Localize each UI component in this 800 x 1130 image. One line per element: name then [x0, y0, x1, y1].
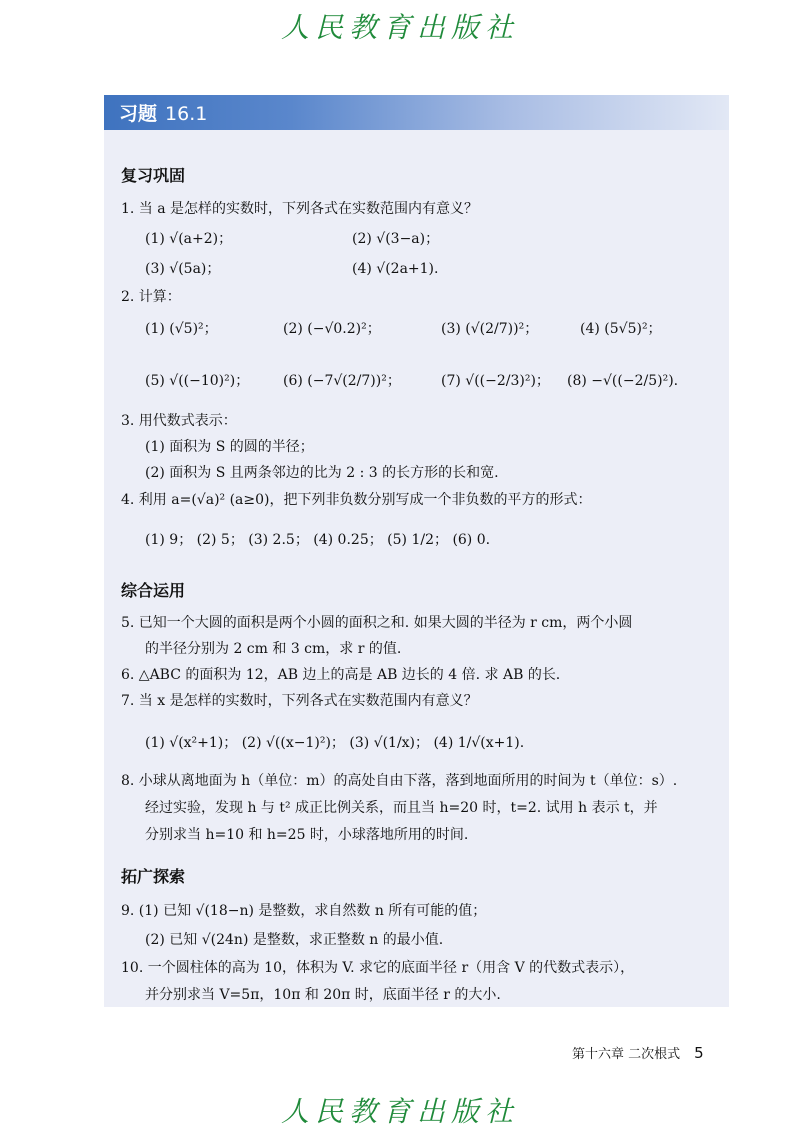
q8-line-3: 分别求当 h=10 和 h=25 时，小球落地所用的时间. — [145, 827, 469, 843]
q1-item-4: (4) √(2a+1). — [352, 261, 439, 277]
q2-item-1: (1) (√5)²； — [145, 321, 218, 337]
q4-items: (1) 9； (2) 5； (3) 2.5； (4) 0.25； (5) 1/2； (6) 0. — [145, 532, 491, 548]
publisher-logo-top: 人民教育出版社 — [280, 11, 519, 44]
q9-line-1: 9. (1) 已知 √(18−n) 是整数，求自然数 n 所有可能的值； — [121, 903, 487, 919]
q8-line-1: 8. 小球从离地面为 h（单位：m）的高处自由下落，落到地面所用的时间为 t（单位：s）. — [121, 773, 678, 789]
q2-item-2: (2) (−√0.2)²； — [283, 321, 381, 337]
q3-item-1: (1) 面积为 S 的圆的半径； — [145, 439, 314, 455]
q2-item-8: (8) −√((−2/5)²). — [567, 373, 679, 389]
q2-stem: 2. 计算： — [121, 289, 181, 305]
q2-item-5: (5) √((−10)²)； — [145, 373, 250, 389]
q2-item-6: (6) (−7√(2/7))²； — [283, 373, 401, 389]
section-expand: 拓广探索 — [121, 867, 186, 886]
q3-item-2: (2) 面积为 S 且两条邻边的比为 2 : 3 的长方形的长和宽. — [145, 465, 499, 481]
exercise-title: 习题 16.1 — [119, 103, 208, 125]
q10-line-1: 10. 一个圆柱体的高为 10，体积为 V. 求它的底面半径 r（用含 V 的代数式表示）， — [121, 960, 635, 976]
exercise-banner — [104, 95, 729, 130]
page-footer — [572, 1043, 704, 1062]
q7-items: (1) √(x²+1)； (2) √((x−1)²)； (3) √(1/x)； (4) 1/√(x+1). — [145, 735, 525, 751]
q1-item-3: (3) √(5a)； — [145, 261, 221, 277]
q2-item-4: (4) (5√5)²； — [580, 321, 662, 337]
section-review: 复习巩固 — [121, 166, 186, 185]
q2-item-7: (7) √((−2/3)²)； — [441, 373, 550, 389]
q2-item-3: (3) (√(2/7))²； — [441, 321, 539, 337]
q8-line-2: 经过实验，发现 h 与 t² 成正比例关系，而且当 h=20 时，t=2. 试用 h 表示 t，并 — [145, 800, 658, 816]
q5-line-2: 的半径分别为 2 cm 和 3 cm，求 r 的值. — [145, 641, 402, 657]
q6-text: 6. △ABC 的面积为 12，AB 边上的高是 AB 边长的 4 倍. 求 AB 的长. — [121, 667, 561, 683]
q7-stem: 7. 当 x 是怎样的实数时，下列各式在实数范围内有意义？ — [121, 693, 478, 709]
q1-item-2: (2) √(3−a)； — [352, 231, 440, 247]
q1-stem: 1. 当 a 是怎样的实数时，下列各式在实数范围内有意义？ — [121, 201, 479, 217]
q3-stem: 3. 用代数式表示： — [121, 413, 237, 429]
q9-line-2: (2) 已知 √(24n) 是整数，求正整数 n 的最小值. — [145, 932, 444, 948]
q10-line-2: 并分别求当 V=5π，10π 和 20π 时，底面半径 r 的大小. — [145, 987, 501, 1003]
q5-line-1: 5. 已知一个大圆的面积是两个小圆的面积之和. 如果大圆的半径为 r cm，两个小圆 — [121, 615, 633, 631]
section-apply: 综合运用 — [121, 581, 186, 600]
publisher-logo-bottom: 人民教育出版社 — [280, 1095, 519, 1128]
page-number: 5 — [694, 1044, 704, 1062]
chapter-title: 第十六章 二次根式 — [572, 1047, 681, 1062]
q4-stem: 4. 利用 a=(√a)² (a≥0)，把下列非负数分别写成一个非负数的平方的形式： — [121, 492, 592, 508]
q1-item-1: (1) √(a+2)； — [145, 231, 233, 247]
